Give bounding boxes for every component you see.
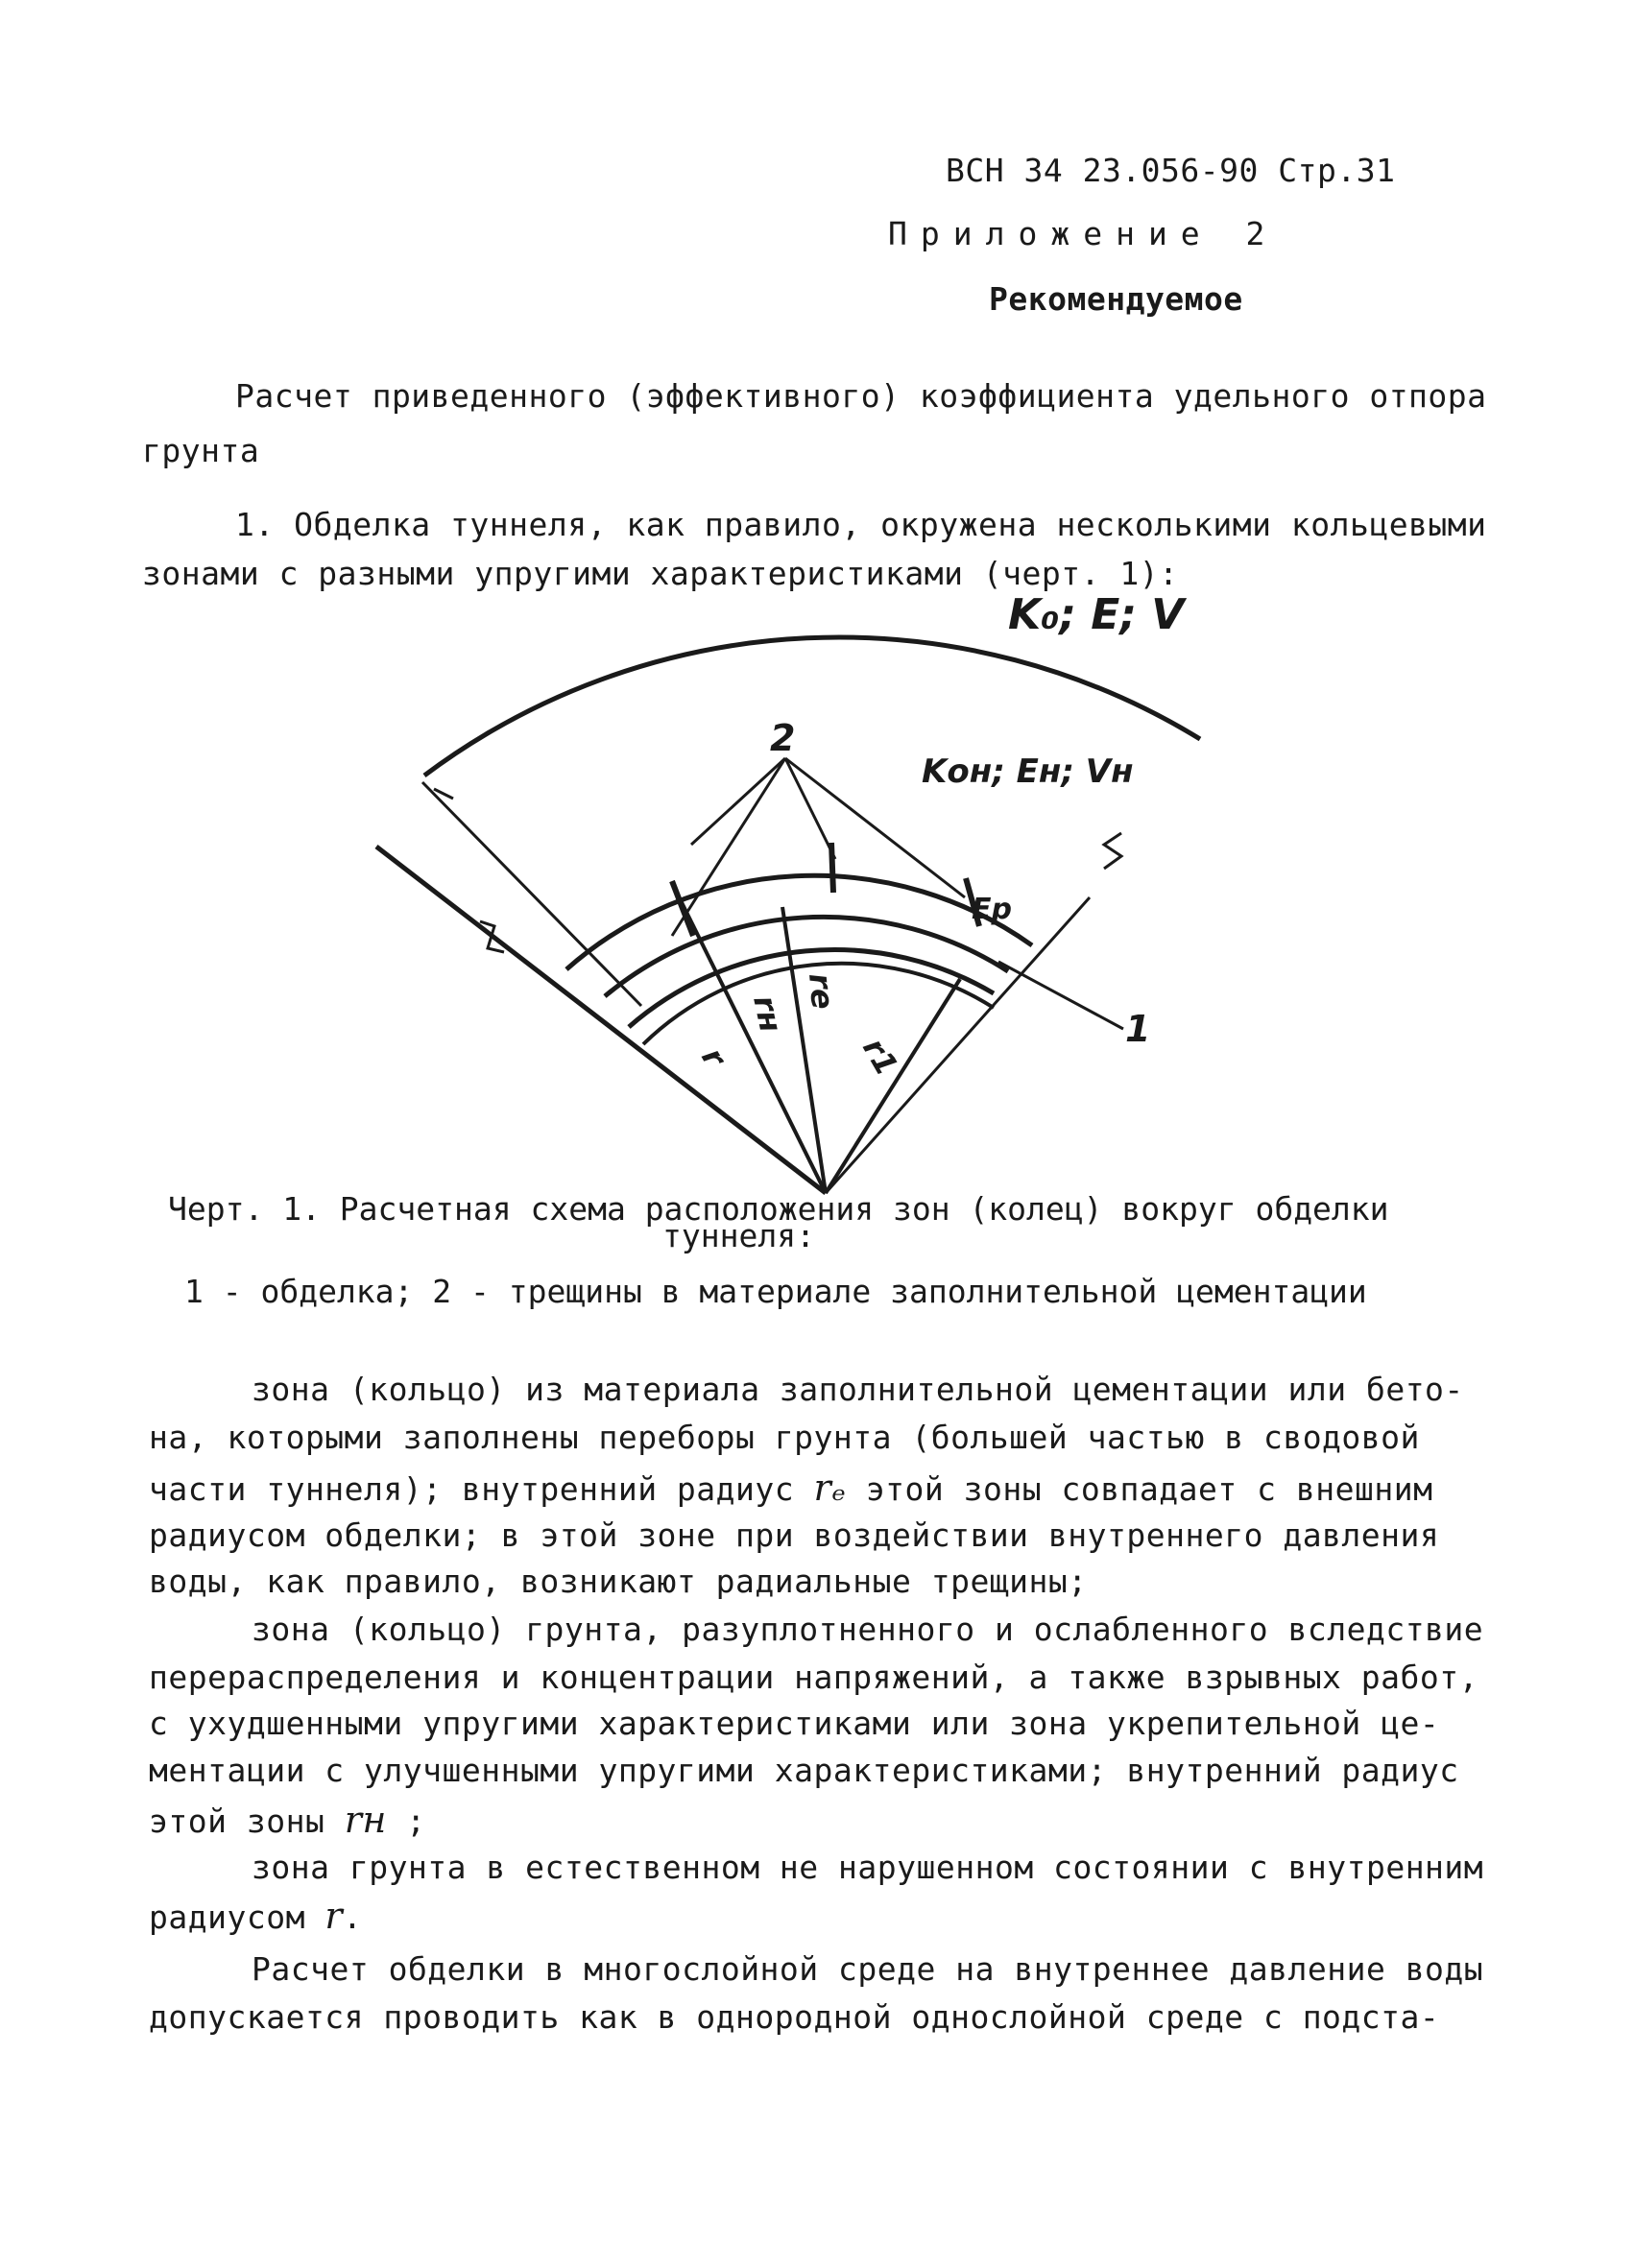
zone1-line1: зона (кольцо) из материала заполнительной цементации или бето- [252,1371,1464,1408]
radius-r-label: r [694,1041,733,1073]
zone2-line5: этой зоны rн ; [149,1799,426,1841]
ep-label: Eр [972,893,1012,926]
zone1-line5: воды, как правило, возникают радиальные трещины; [149,1563,1088,1600]
lining-outer-arc [566,875,1032,969]
calc-line2: допускается проводить как в однородной однослойной среде с подста- [149,1998,1440,2036]
appendix-status: Рекомендуемое [989,280,1243,318]
zone3-line1: зона грунта в естественном не нарушенном состоянии с внутренним [252,1849,1484,1886]
radius-re-line [826,979,960,1193]
paragraph1-line2: зонами с разными упругими характеристиками (черт. 1): [142,555,1179,592]
figure-caption-line3: 1 - обделка; 2 - трещины в материале заполнительной цементации [184,1273,1367,1310]
outer-zone-label: K₀; E; V [1008,590,1185,639]
symbol-r: r [324,1895,343,1937]
radius-re-label: rе [802,971,842,1012]
zone2-line3: с ухудшенными упругими характеристиками или зона укрепительной це- [149,1705,1440,1742]
zone2-line4: ментации с улучшенными упругими характеристиками; внутренний радиус [149,1752,1459,1789]
zone1-line4: радиусом обделки; в этой зоне при воздействии внутреннего давления [149,1516,1440,1554]
section-title-line1: Расчет приведенного (эффективного) коэффициента удельного отпора [235,377,1487,415]
symbol-re: rₑ [813,1467,847,1509]
zone1-line3: части туннеля); внутренний радиус rₑ этой зоны совпадает с внешним [149,1467,1433,1509]
middle-zone-label: Kон; Eн; Vн [922,752,1134,791]
zone1-line2: на, которыми заполнены переборы грунта (большей частью в сводовой [149,1419,1420,1456]
zone3-line2: радиусом r. [149,1895,363,1937]
callout-1-label: 1 [1125,1008,1151,1050]
appendix-title: Приложение 2 [888,215,1279,252]
zone2-line1: зона (кольцо) грунта, разуплотненного и ослабленного вследствие [252,1611,1484,1648]
callout-2-label: 2 [770,717,796,759]
symbol-rn: rн [344,1799,387,1841]
figure-caption-line1: Черт. 1. Расчетная схема расположения зон (колец) вокруг обделки [168,1190,1389,1228]
calc-line1: Расчет обделки в многослойной среде на внутреннее давление воды [252,1950,1484,1988]
figure-caption-line2: туннеля: [662,1217,815,1254]
radius-rn-label: rн [746,991,790,1036]
zone2-line2: перераспределения и концентрации напряжений, а также взрывных работ, [149,1659,1479,1696]
radius-r1-label: r1 [855,1032,906,1082]
paragraph1-line1: 1. Обделка туннеля, как правило, окружена несколькими кольцевыми [235,506,1487,543]
section-title-line2: грунта [142,432,260,469]
doc-reference: ВСН 34 23.056-90 Стр.31 [946,152,1396,189]
